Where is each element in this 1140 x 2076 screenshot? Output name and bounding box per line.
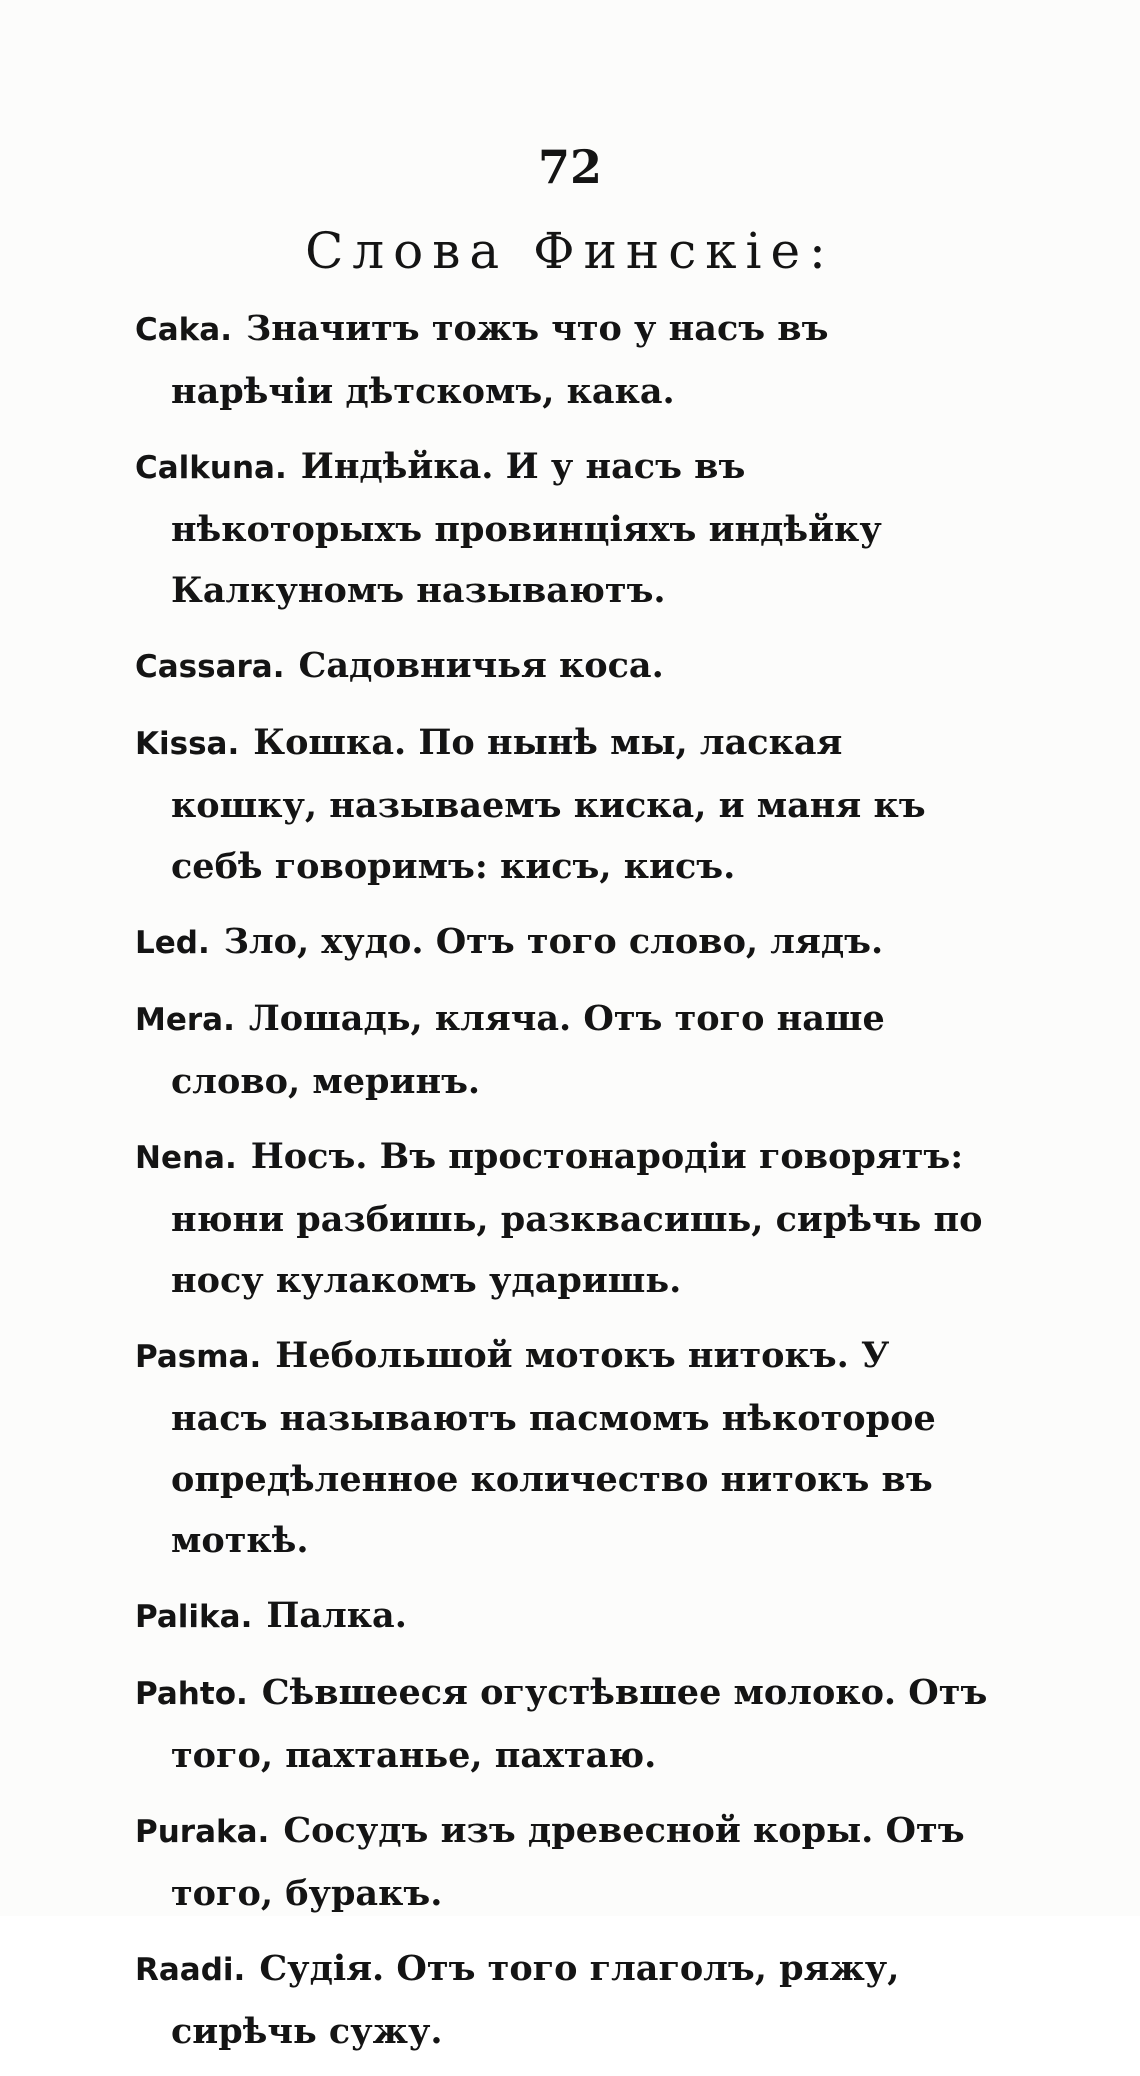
section-title: Слова Финскіе: xyxy=(305,222,835,280)
entry-definition: Кошка. По нынѣ мы, лаская кошку, называемъ киска, и маня къ себѣ говоримъ: кисъ, кисъ. xyxy=(171,722,926,887)
entry-headword: Puraka. xyxy=(135,1814,270,1850)
glossary-entry xyxy=(135,1800,995,1924)
glossary-entry xyxy=(135,635,995,698)
entry-headword: Calkuna. xyxy=(135,450,287,486)
entry-definition: Судія. Отъ того глаголъ, ряжу, сирѣчь сужу. xyxy=(171,1948,900,2052)
glossary-entry xyxy=(135,1662,995,1786)
entry-headword: Pasma. xyxy=(135,1339,262,1375)
entry-definition: Индѣйка. И у насъ въ нѣкоторыхъ провинціяхъ индѣйку Калкуномъ называютъ. xyxy=(171,446,882,611)
entry-definition: Значитъ тожъ что у насъ въ нарѣчіи дѣтскомъ, кака. xyxy=(171,308,829,412)
glossary-entries xyxy=(135,298,995,2076)
entry-headword: Pahto. xyxy=(135,1676,248,1712)
entry-headword: Kissa. xyxy=(135,726,240,762)
entry-definition: Палка. xyxy=(266,1595,407,1636)
glossary-entry xyxy=(135,1325,995,1571)
glossary-entry xyxy=(135,1126,995,1311)
entry-headword: Palika. xyxy=(135,1599,253,1635)
glossary-entry xyxy=(135,712,995,897)
entry-definition: Небольшой мотокъ нитокъ. У насъ называютъ пасмомъ нѣкоторое опредѣленное количество нитокъ въ моткѣ. xyxy=(171,1335,936,1561)
page-number: 72 xyxy=(537,140,602,194)
glossary-entry xyxy=(135,436,995,621)
entry-headword: Led. xyxy=(135,925,210,961)
glossary-entry xyxy=(135,911,995,974)
glossary-entry xyxy=(135,988,995,1112)
entry-definition: Садовничья коса. xyxy=(298,645,664,686)
entry-headword: Raadi. xyxy=(135,1952,246,1988)
entry-headword: Nena. xyxy=(135,1140,237,1176)
entry-definition: Зло, худо. Отъ того слово, лядъ. xyxy=(223,921,884,962)
entry-definition: Носъ. Въ простонародіи говорятъ: нюни разбишь, разквасишь, сирѣчь по носу кулакомъ ударишь. xyxy=(171,1136,983,1301)
entry-definition: Лошадь, кляча. Отъ того наше слово, меринъ. xyxy=(171,998,885,1102)
entry-definition: Сѣвшееся огустѣвшее молоко. Отъ того, пахтанье, пахтаю. xyxy=(171,1672,988,1776)
glossary-entry xyxy=(135,1585,995,1648)
entry-headword: Cassara. xyxy=(135,649,285,685)
glossary-entry xyxy=(135,1938,995,2062)
entry-definition: Сосудъ изъ древесной коры. Отъ того, буракъ. xyxy=(171,1810,965,1914)
entry-headword: Caka. xyxy=(135,312,232,348)
glossary-entry xyxy=(135,298,995,422)
entry-headword: Mera. xyxy=(135,1002,235,1038)
